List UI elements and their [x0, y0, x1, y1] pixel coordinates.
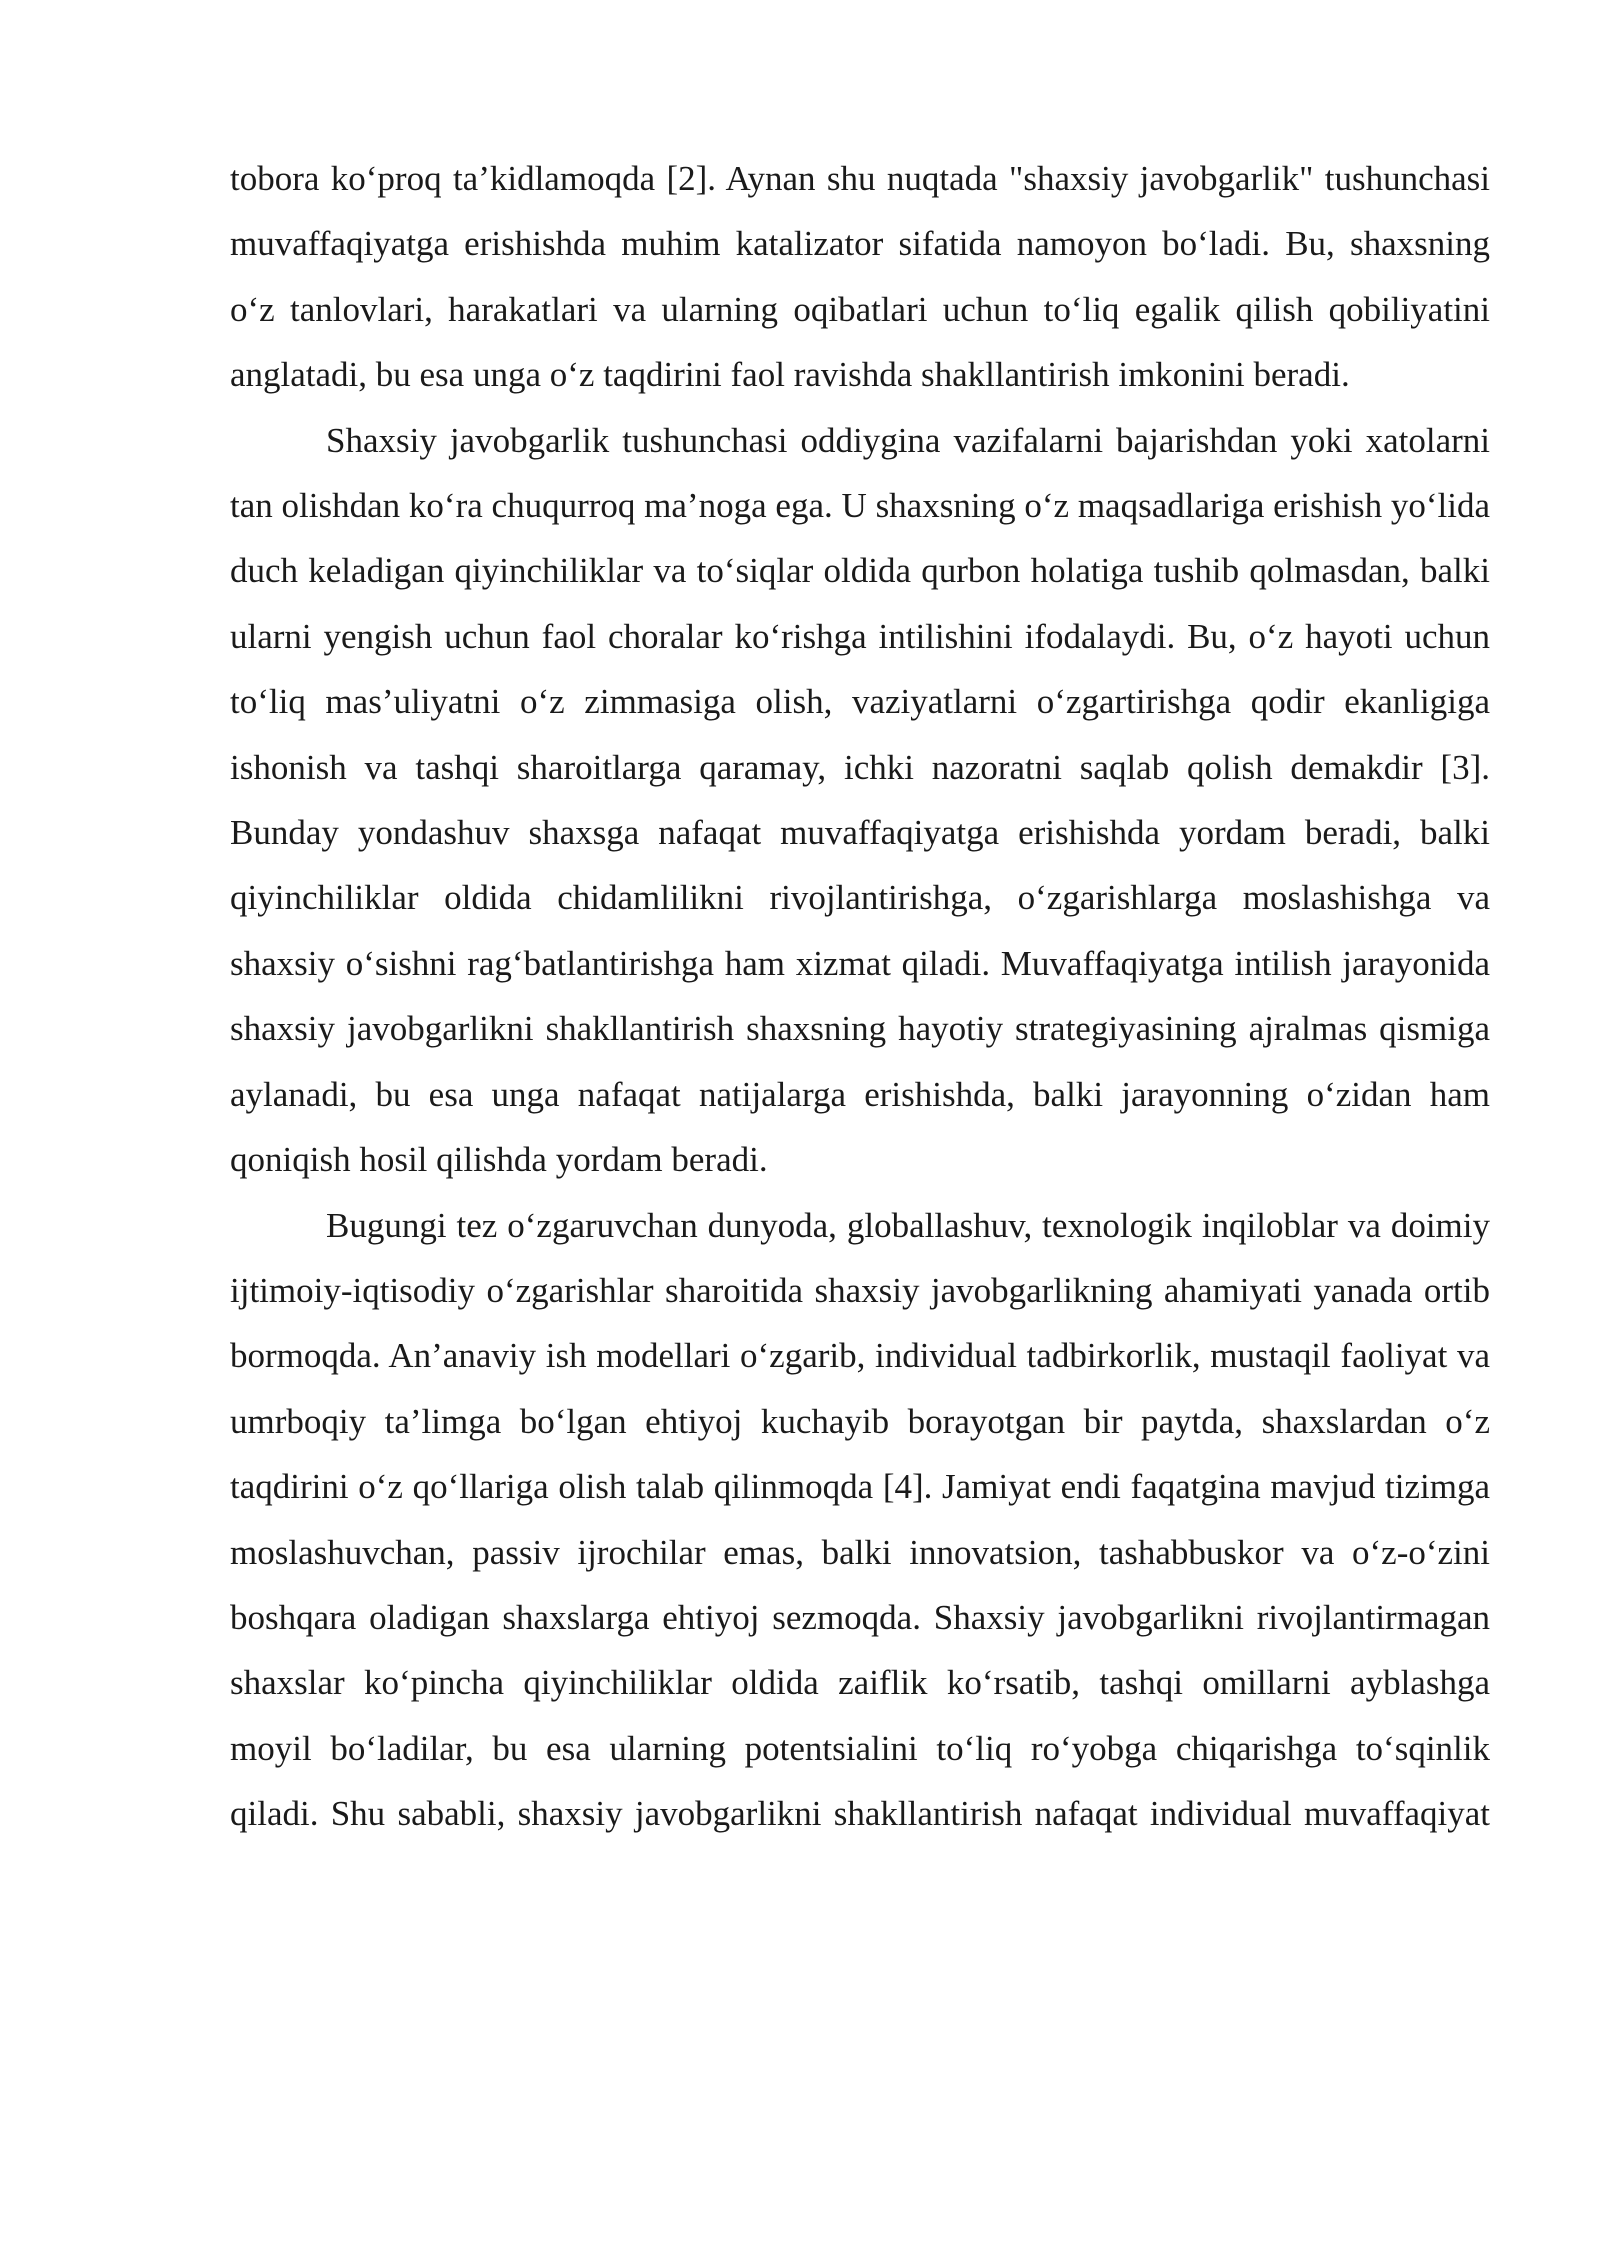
paragraph-modern-world: Bugungi tez o‘zgaruvchan dunyoda, globallashuv, texnologik inqiloblar va doimiy ijtimoiy-iqtisodiy o‘zgarishlar sharoitida shaxsiy javobgarlikning ahamiyati yanada ortib bormoqda. An’anaviy ish modellari o‘zgarib, individual tadbirkorlik, mustaqil faoliyat va umrboqiy ta’limga bo‘lgan ehtiyoj kuchayib borayotgan bir paytda, shaxslardan o‘z taqdirini o‘z qo‘llariga olish talab qilinmoqda [4]. Jamiyat endi faqatgina mavjud tizimga moslashuvchan, passiv ijrochilar emas, balki innovatsion, tashabbuskor va o‘z-o‘zini boshqara oladigan shaxslarga ehtiyoj sezmoqda. Shaxsiy javobgarlikni rivojlantirmagan shaxslar ko‘pincha qiyinchiliklar oldida zaiflik ko‘rsatib, tashqi omillarni ayblashga moyil bo‘ladilar, bu esa ularning potentsialini to‘liq ro‘yobga chiqarishga to‘sqinlik qiladi. Shu sababli, shaxsiy javobgarlikni shakllantirish nafaqat individual muvaffaqiyat	[230, 1205, 1490, 1834]
paragraph-personal-responsibility: Shaxsiy javobgarlik tushunchasi oddiygina vazifalarni bajarishdan yoki xatolarni tan olishdan ko‘ra chuqurroq ma’noga ega. U shaxsning o‘z maqsadlariga erishish yo‘lida duch keladigan qiyinchiliklar va to‘siqlar oldida qurbon holatiga tushib qolmasdan, balki ularni yengish uchun faol choralar ko‘rishga intilishini ifodalaydi. Bu, o‘z hayoti uchun to‘liq mas’uliyatni o‘z zimmasiga olish, vaziyatlarni o‘zgartirishga qodir ekanligiga ishonish va tashqi sharoitlarga qaramay, ichki nazoratni saqlab qolish demakdir [3]. Bunday yondashuv shaxsga nafaqat muvaffaqiyatga erishishda yordam beradi, balki qiyinchiliklar oldida chidamlilikni rivojlantirishga, o‘zgarishlarga moslashishga va shaxsiy o‘sishni rag‘batlantirishga ham xizmat qiladi. Muvaffaqiyatga intilish jarayonida shaxsiy javobgarlikni shakllantirish shaxsning hayotiy strategiyasining ajralmas qismiga aylanadi, bu esa unga nafaqat natijalarga erishishda, balki jarayonning o‘zidan ham qoniqish hosil qilishda yordam beradi.	[230, 420, 1490, 1180]
paragraph-continued: tobora ko‘proq ta’kidlamoqda [2]. Aynan shu nuqtada "shaxsiy javobgarlik" tushunchasi muvaffaqiyatga erishishda muhim katalizator sifatida namoyon bo‘ladi. Bu, shaxsning o‘z tanlovlari, harakatlari va ularning oqibatlari uchun to‘liq egalik qilish qobiliyatini anglatadi, bu esa unga o‘z taqdirini faol ravishda shakllantirish imkonini beradi.	[230, 159, 1490, 395]
document-page	[230, 146, 1490, 1847]
